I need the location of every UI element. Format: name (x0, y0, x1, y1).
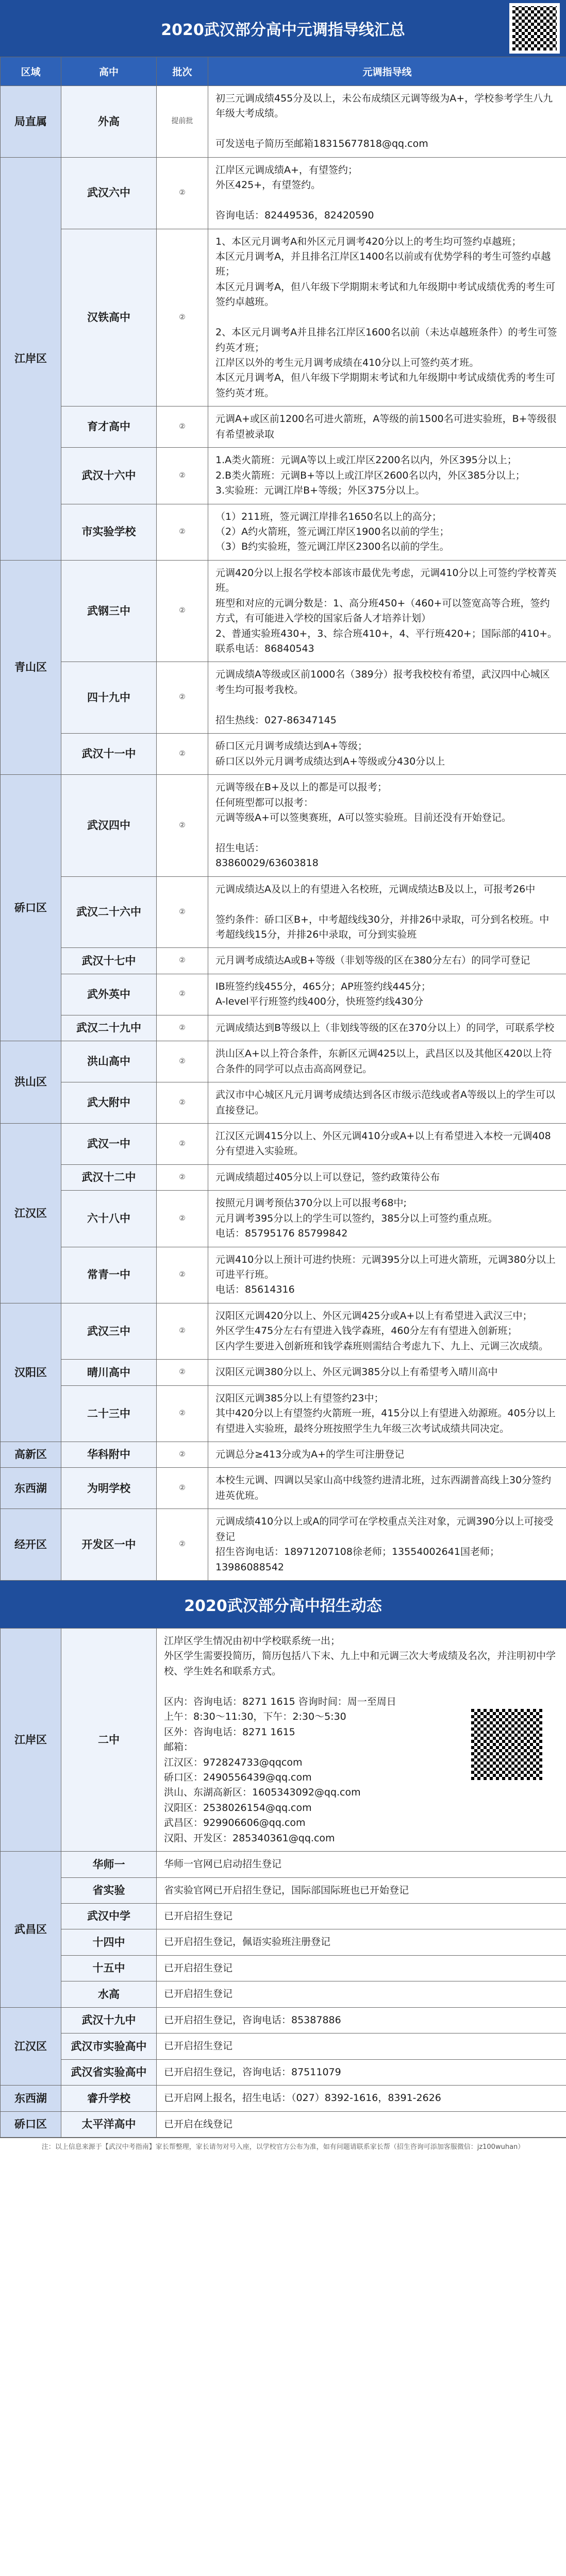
table-row (1, 504, 566, 560)
admission-table (0, 1628, 566, 2138)
batch-cell: ② (157, 406, 208, 448)
admission-table-body (1, 1629, 566, 2138)
column-header-school: 高中 (61, 57, 157, 86)
table-row (1, 1852, 566, 1877)
guideline-cell: 元调A+或区前1200名可进火箭班，A等级的前1500名可进实验班，B+等级很有希望被录取 (208, 406, 566, 448)
admission-note-cell: 已开启招生登记，佩语实验班注册登记 (157, 1929, 566, 1955)
admission-note-cell: 已开启招生登记 (157, 2033, 566, 2059)
admission-note-cell: 已开启招生登记，咨询电话：85387886 (157, 2007, 566, 2033)
table-row (1, 1164, 566, 1190)
school-cell: 武外英中 (61, 974, 157, 1015)
guideline-cell: （1）211班，签元调江岸排名1650名以上的高分； （2）A约火箭班，签元调江岸区1900名以前的学生； （3）B约实验班，签元调江岸区2300名以前的学生。 (208, 504, 566, 560)
school-cell: 华科附中 (61, 1442, 157, 1467)
batch-cell: ② (157, 1191, 208, 1247)
table-row (1, 86, 566, 158)
table-row (1, 1981, 566, 2007)
table-row (1, 406, 566, 448)
batch-cell: ② (157, 229, 208, 406)
table-row (1, 229, 566, 406)
guideline-cell: 元调总分≥413分或为A+的学生可注册登记 (208, 1442, 566, 1467)
table-row (1, 1509, 566, 1581)
table-row (1, 1191, 566, 1247)
district-cell: 硚口区 (1, 2111, 61, 2137)
column-header-guideline: 元调指导线 (208, 57, 566, 86)
admission-note-cell: 江岸区学生情况由初中学校联系统一出； 外区学生需要投简历，简历包括八下末、九上中和元调三次大考成绩及名次，并注明初中学校、学生姓名和联系方式。 区内：咨询电话：8271 1615 咨询时间：周一至周日 上午：8:30～11:30，下午：2:30～5:30 区外：咨询电话：8271 1615 邮箱： 江汉区：972824733@qqcom 硚口区：2490556439@qq.com 洪山、东湖高新区：1605343092@qq.com 汉阳区：2538026154@qq.com 武昌区：929906606@qq.com 汉阳、开发区：285340361@qq.com (157, 1629, 566, 1852)
school-cell: 华师一 (61, 1852, 157, 1877)
batch-cell: 提前批 (157, 86, 208, 158)
batch-cell: ② (157, 157, 208, 229)
school-cell: 省实验 (61, 1877, 157, 1903)
table-row (1, 157, 566, 229)
school-cell: 武大附中 (61, 1082, 157, 1124)
page-title-bar (0, 0, 566, 57)
school-cell: 汉铁高中 (61, 229, 157, 406)
school-cell: 水高 (61, 1981, 157, 2007)
batch-cell: ② (157, 1360, 208, 1385)
table-row (1, 974, 566, 1015)
guideline-cell: 元月调考成绩达A或B+等级（非划等级的区在380分左右）的同学可登记 (208, 948, 566, 974)
district-cell: 江汉区 (1, 2007, 61, 2085)
column-header-district: 区域 (1, 57, 61, 86)
table-row (1, 2111, 566, 2137)
guideline-cell: IB班签约线455分，465分；AP班签约线445分； A-level平行班签约线400分，快班签约线430分 (208, 974, 566, 1015)
guideline-cell: 汉阳区元调420分以上、外区元调425分或A+以上有希望进入武汉三中； 外区学生475分左右有望进入钱学森班，460分左有有望进入创新班； 区内学生要进入创新班和钱学森班则需结合考虑九下、九上、元调三次成绩。 (208, 1303, 566, 1359)
guideline-cell: 江汉区元调415分以上、外区元调410分或A+以上有希望进入本校一元调408分有望进入实验班。 (208, 1123, 566, 1164)
school-cell: 外高 (61, 86, 157, 158)
guideline-cell: 江岸区元调成绩A+，有望签约； 外区425+，有望签约。 咨询电话：82449536，82420590 (208, 157, 566, 229)
district-cell: 江岸区 (1, 1629, 61, 1852)
school-cell: 武汉十六中 (61, 448, 157, 504)
batch-cell: ② (157, 1247, 208, 1303)
table-row (1, 1082, 566, 1124)
page-title: 2020武汉部分高中元调指导线汇总 (161, 21, 405, 39)
guideline-cell: 按照元月调考预估370分以上可以报考68中; 元月调考395分以上的学生可以签约，385分以上可签约重点班。 电话：85795176 85799842 (208, 1191, 566, 1247)
district-cell: 东西湖 (1, 1468, 61, 1509)
admission-note-cell: 已开启招生登记 (157, 1904, 566, 1929)
qr-code-icon (509, 3, 560, 54)
guideline-cell: 元调成绩达到B等级以上（非划线等级的区在370分以上）的同学，可联系学校 (208, 1015, 566, 1041)
admission-note-cell: 已开启在线登记 (157, 2111, 566, 2137)
district-cell: 硚口区 (1, 775, 61, 1041)
table-header-row (1, 57, 566, 86)
guideline-cell: 1、本区元月调考A和外区元月调考420分以上的考生均可签约卓越班； 本区元月调考A，并且排名江岸区1400名以前或有优势学科的考生可签约卓越班； 本区元月调考A，但八年级下学期期末考试和九年级期中考试成绩优秀的考生可签约卓越班。 2、本区元月调考A并且排名江岸区1600名以前（未达卓越班条件）的考生可签约英才班； 江岸区以外的考生元月调考成绩在410分以上可签约英才班。 本区元月调考A，但八年级下学期期末考试和九年级期中考试成绩优秀的考生可签约英才班。 (208, 229, 566, 406)
table-row (1, 1904, 566, 1929)
school-cell: 武钢三中 (61, 560, 157, 662)
table-row (1, 2007, 566, 2033)
district-cell: 经开区 (1, 1509, 61, 1581)
school-cell: 武汉十九中 (61, 2007, 157, 2033)
table-row (1, 948, 566, 974)
district-cell: 武昌区 (1, 1852, 61, 2008)
school-cell: 武汉二十六中 (61, 876, 157, 948)
table-row (1, 560, 566, 662)
school-cell: 十五中 (61, 1955, 157, 1981)
batch-cell: ② (157, 948, 208, 974)
table-row (1, 448, 566, 504)
guideline-cell: 1.A类火箭班：元调A等以上或江岸区2200名以内，外区395分以上； 2.B类火箭班：元调B+等以上或江岸区2600名以内，外区385分以上； 3.实验班：元调江岸B+等级；外区375分以上。 (208, 448, 566, 504)
table-row (1, 1955, 566, 1981)
school-cell: 六十八中 (61, 1191, 157, 1247)
table-row (1, 775, 566, 877)
guideline-cell: 元调成绩达A及以上的有望进入名校班，元调成绩达B及以上，可报考26中 签约条件：硚口区B+，中考超线线30分，并排26中录取，可分到名校班。中考超线线15分，并排26中录取，可分到实验班 (208, 876, 566, 948)
batch-cell: ② (157, 662, 208, 734)
guideline-table (0, 57, 566, 1581)
guideline-table-body (1, 86, 566, 1581)
guideline-cell: 武汉市中心城区凡元月调考成绩达到各区市级示范线或者A等级以上的学生可以直接登记。 (208, 1082, 566, 1124)
batch-cell: ② (157, 1123, 208, 1164)
guideline-cell: 本校生元调、四调以吴家山高中线签约进清北班，过东西湖普高线上30分签约进英优班。 (208, 1468, 566, 1509)
school-cell: 武汉二十九中 (61, 1015, 157, 1041)
admission-note-cell: 华师一官网已启动招生登记 (157, 1852, 566, 1877)
school-cell: 武汉市实验高中 (61, 2033, 157, 2059)
batch-cell: ② (157, 775, 208, 877)
district-cell: 东西湖 (1, 2086, 61, 2111)
table-row (1, 1015, 566, 1041)
school-cell: 太平洋高中 (61, 2111, 157, 2137)
school-cell: 开发区一中 (61, 1509, 157, 1581)
table-row (1, 1303, 566, 1359)
table-row (1, 1877, 566, 1903)
table-row (1, 1041, 566, 1082)
district-cell: 汉阳区 (1, 1303, 61, 1442)
school-cell: 四十九中 (61, 662, 157, 734)
batch-cell: ② (157, 734, 208, 775)
table-row (1, 662, 566, 734)
admission-note-cell: 已开启网上报名，招生电话：（027）8392-1616，8391-2626 (157, 2086, 566, 2111)
table-row (1, 1385, 566, 1442)
school-cell: 武汉一中 (61, 1123, 157, 1164)
school-cell: 常青一中 (61, 1247, 157, 1303)
table-row (1, 1629, 566, 1852)
section-title: 2020武汉部分高中招生动态 (184, 1597, 382, 1615)
district-cell: 局直属 (1, 86, 61, 158)
section-title-bar (0, 1581, 566, 1628)
table-row (1, 1929, 566, 1955)
batch-cell: ② (157, 1303, 208, 1359)
guideline-cell: 硚口区元月调考成绩达到A+等级； 硚口区以外元月调考成绩达到A+等级或分430分以上 (208, 734, 566, 775)
school-cell: 育才高中 (61, 406, 157, 448)
guideline-cell: 元调成绩A等级或区前1000名（389分）报考我校校有希望，武汉四中心城区考生均可报考我校。 招生热线：027-86347145 (208, 662, 566, 734)
school-cell: 武汉十七中 (61, 948, 157, 974)
guideline-cell: 元调成绩超过405分以上可以登记，签约政策待公布 (208, 1164, 566, 1190)
batch-cell: ② (157, 1468, 208, 1509)
guideline-cell: 汉阳区元调385分以上有望签约23中； 其中420分以上有望签约火箭班一班，415分以上有望进入幼源班。405分以上有望进入实验班，最终分班按照学生九年级三次考试成绩共同决定。 (208, 1385, 566, 1442)
guideline-cell: 元调成绩410分以上或A的同学可在学校重点关注对象，元调390分以上可接受登记 招生咨询电话：18971207108徐老师；13554002641国老师；13986088542 (208, 1509, 566, 1581)
table-row (1, 2059, 566, 2085)
school-cell: 武汉十二中 (61, 1164, 157, 1190)
batch-cell: ② (157, 1385, 208, 1442)
school-cell: 为明学校 (61, 1468, 157, 1509)
guideline-cell: 元调等级在B+及以上的都是可以报考； 任何班型都可以报考： 元调等级A+可以签奥赛班，A可以签实验班。目前还没有开始登记。 招生电话： 83860029/63603818 (208, 775, 566, 877)
column-header-batch: 批次 (157, 57, 208, 86)
batch-cell: ② (157, 1509, 208, 1581)
batch-cell: ② (157, 560, 208, 662)
school-cell: 市实验学校 (61, 504, 157, 560)
table-row (1, 2086, 566, 2111)
school-cell: 二中 (61, 1629, 157, 1852)
guideline-cell: 汉阳区元调380分以上、外区元调385分以上有希望考入晴川高中 (208, 1360, 566, 1385)
guideline-cell: 初三元调成绩455分及以上，未公布成绩区元调等级为A+，学校参考学生八九年级大考成绩。 可发送电子简历至邮箱18315677818@qq.com (208, 86, 566, 158)
batch-cell: ② (157, 974, 208, 1015)
school-cell: 十四中 (61, 1929, 157, 1955)
school-cell: 武汉省实验高中 (61, 2059, 157, 2085)
district-cell: 江汉区 (1, 1123, 61, 1303)
table-row (1, 876, 566, 948)
district-cell: 青山区 (1, 560, 61, 774)
admission-note-cell: 省实验官网已开启招生登记，国际部国际班也已开始登记 (157, 1877, 566, 1903)
qr-code-icon (468, 1706, 545, 1783)
admission-note-cell: 已开启招生登记，咨询电话：87511079 (157, 2059, 566, 2085)
school-cell: 武汉六中 (61, 157, 157, 229)
district-cell: 江岸区 (1, 157, 61, 560)
batch-cell: ② (157, 448, 208, 504)
batch-cell: ② (157, 1164, 208, 1190)
school-cell: 武汉十一中 (61, 734, 157, 775)
batch-cell: ② (157, 1442, 208, 1467)
school-cell: 武汉四中 (61, 775, 157, 877)
table-row (1, 1247, 566, 1303)
table-row (1, 1468, 566, 1509)
school-cell: 二十三中 (61, 1385, 157, 1442)
batch-cell: ② (157, 1015, 208, 1041)
admission-note-cell: 已开启招生登记 (157, 1981, 566, 2007)
table-row (1, 2033, 566, 2059)
batch-cell: ② (157, 1082, 208, 1124)
district-cell: 高新区 (1, 1442, 61, 1467)
school-cell: 晴川高中 (61, 1360, 157, 1385)
batch-cell: ② (157, 504, 208, 560)
batch-cell: ② (157, 1041, 208, 1082)
table-row (1, 1123, 566, 1164)
guideline-cell: 元调420分以上报名学校本部该市最优先考虑，元调410分以上可签约学校菁英班。 班型和对应的元调分数是：1、高分班450+（460+可以签宽高等合班，签约方式，有可能进入学校的国家后备人才培养计划） 2、普通实验班430+，3、综合班410+，4、平行班420+；国际部的410+。 联系电话：86840543 (208, 560, 566, 662)
school-cell: 武汉三中 (61, 1303, 157, 1359)
guideline-cell: 洪山区A+以上符合条件，东新区元调425以上，武昌区以及其他区420以上符合条件的同学可以点击高高网登记。 (208, 1041, 566, 1082)
table-row (1, 734, 566, 775)
school-cell: 武汉中学 (61, 1904, 157, 1929)
school-cell: 睿升学校 (61, 2086, 157, 2111)
table-row (1, 1360, 566, 1385)
district-cell: 洪山区 (1, 1041, 61, 1124)
admission-note-cell: 已开启招生登记 (157, 1955, 566, 1981)
school-cell: 洪山高中 (61, 1041, 157, 1082)
footer-note: 注：以上信息来源于【武汉中考指南】家长帮整理，家长请勿对号入座，以学校官方公布为准，如有问题请联系家长帮（招生咨询可添加客服微信：jz100wuhan） (0, 2138, 566, 2154)
table-row (1, 1442, 566, 1467)
batch-cell: ② (157, 876, 208, 948)
guideline-cell: 元调410分以上预计可进约快班：元调395分以上可进火箭班，元调380分以上可进平行班。 电话：85614316 (208, 1247, 566, 1303)
